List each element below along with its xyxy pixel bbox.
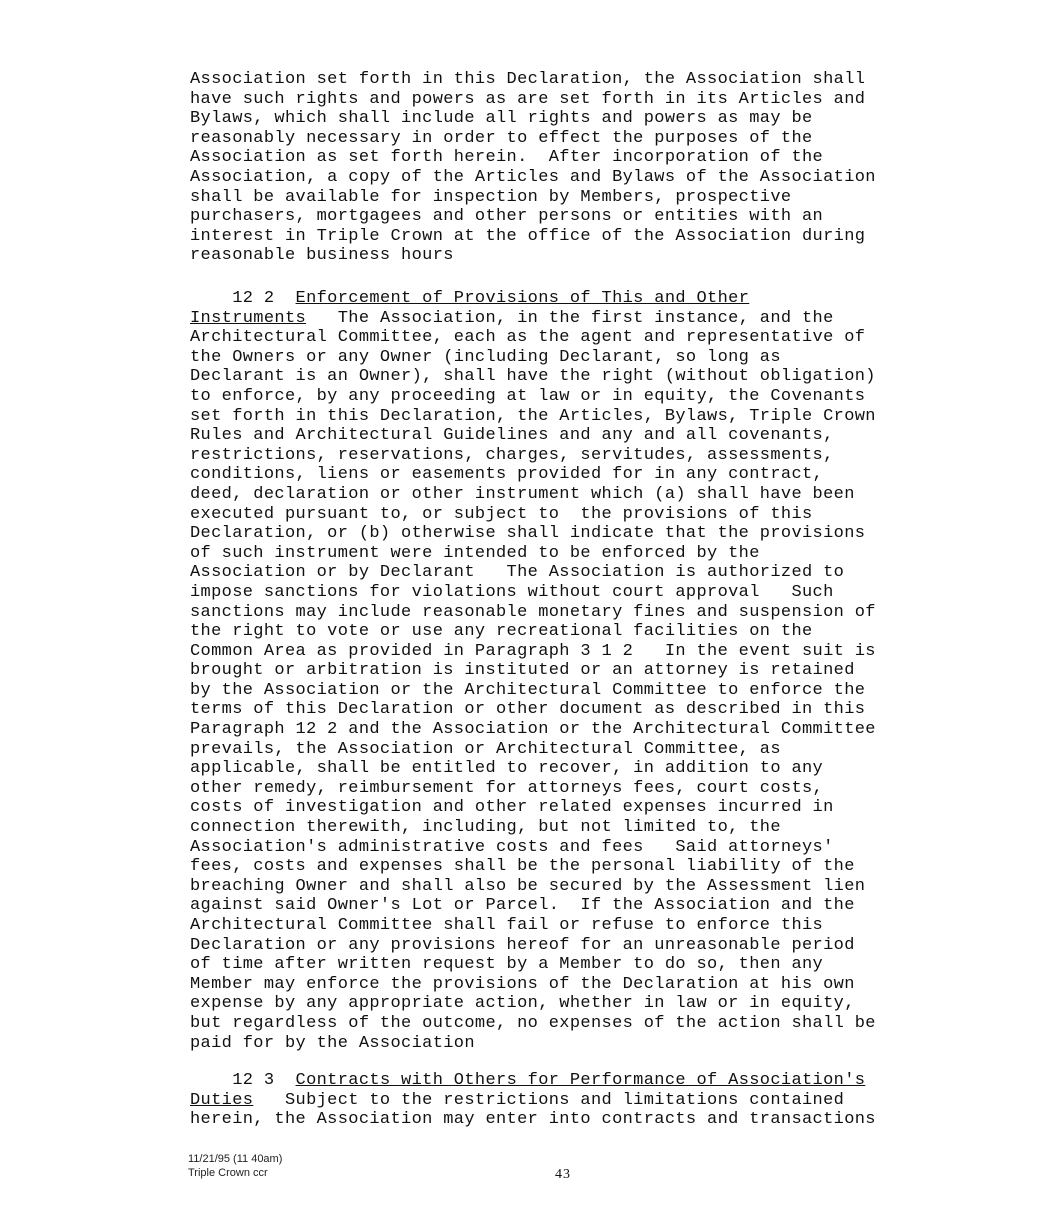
- section-heading-12-2-line1: Enforcement of Provisions of This and Other: [295, 289, 750, 308]
- section-body-12-3: Subject to the restrictions and limitations contained herein, the Association may enter into contracts and transactions: [190, 1090, 876, 1130]
- section-heading-12-2-line2: Instruments: [190, 308, 307, 328]
- section-body-12-2: The Association, in the first instance, and the Architectural Committee, each as the agent and representative of the Owners or any Owner (including Declarant, so long as Declarant is an Owner), shall have the right (without obligation) to enforce, by any proceeding at law or in equity, the Covenants set forth in this Declaration, the Articles, Bylaws, Triple Crown Rules and Architectural Guidelines and any and all covenants, restrictions, reservations, charges, servitudes, assessments, conditions, liens or easements provided for in any contract, deed, declaration or other instrument which (a) shall have been executed pursuant to, or subject to the provisions of this Declaration, or (b) otherwise shall indicate that the provisions of such instrument were intended to be enforced by the Association or by Declarant The Association is authorized to impose sanctions for violations without court approval Such sanctions may include reasonable monetary fines and suspension of the right to vote or use any recreational facilities on the Common Area as provided in Paragraph 3 1 2 In the event suit is brought or arbitration is instituted or an attorney is retained by the Association or the Architectural Committee to enforce the terms of this Declaration or other document as described in this Paragraph 12 2 and the Association or the Architectural Committee prevails, the Association or Architectural Committee, as applicable, shall be entitled to recover, in addition to any other remedy, reimbursement for attorneys fees, court costs, costs of investigation and other related expenses incurred in connection therewith, including, but not limited to, the Association's administrative costs and fees Said attorneys' fees, costs and expenses shall be the personal liability of the breaching Owner and shall also be secured by the Assessment lien against said Owner's Lot or Parcel. If the Association and the Architectural Committee shall fail or refuse to enforce this Declaration or any provisions hereof for an unreasonable period of time after written request by a Member to do so, then any Member may enforce the provisions of the Declaration at his own expense by any appropriate action, whether in law or in equity, but regardless of the outcome, no expenses of the action shall be paid for by the Association: [190, 308, 876, 1053]
- paragraph-association-powers: Association set forth in this Declaration, the Association shall have such rights and powers as are set forth in its Articles and Bylaws, which shall include all rights and powers as may be reasonably necessary in order to effect the purposes of the Association as set forth herein. After incorporation of the Association, a copy of the Articles and Bylaws of the Association shall be available for inspection by Members, prospective purchasers, mortgagees and other persons or entities with an interest in Triple Crown at the office of the Association during reasonable business hours: [190, 70, 876, 266]
- section-heading-12-3-line1: Contracts with Others for Performance of Association's: [295, 1071, 866, 1090]
- paragraph-12-3-contracts: [190, 1071, 955, 1130]
- footer-filename: Triple Crown ccr: [188, 1167, 268, 1179]
- page-number: 43: [555, 1167, 571, 1182]
- section-heading-12-3-line2: Duties: [190, 1090, 254, 1110]
- paragraph-12-2-enforcement: [190, 289, 955, 1053]
- footer-date: 11/21/95 (11 40am): [188, 1153, 283, 1165]
- section-number-12-2: 12 2: [190, 289, 296, 308]
- document-footer-info: [188, 1152, 282, 1180]
- section-number-12-3: 12 3: [190, 1071, 296, 1090]
